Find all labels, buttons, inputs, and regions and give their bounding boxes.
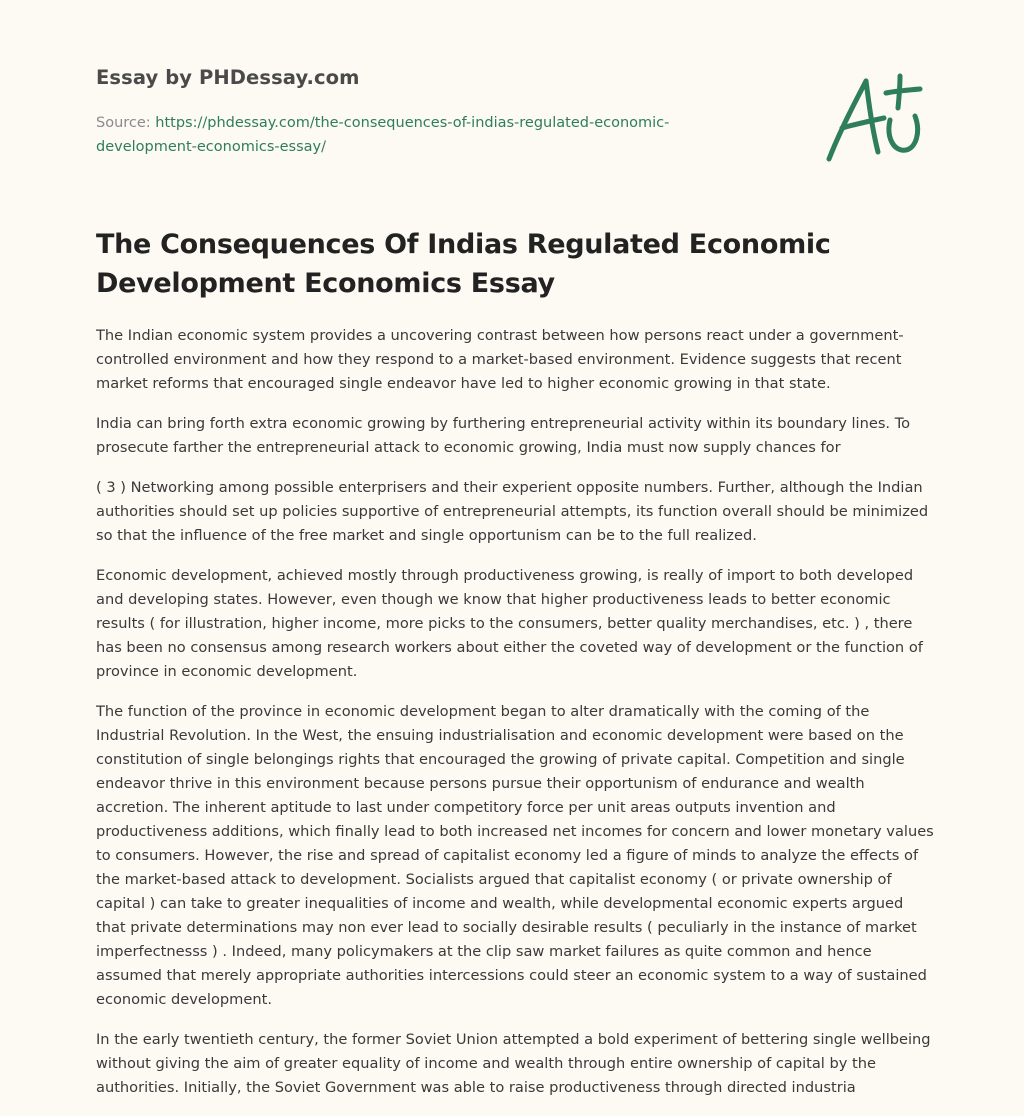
a-plus-logo-icon xyxy=(820,66,930,166)
source-line xyxy=(96,111,736,159)
paragraph: India can bring forth extra economic growing by furthering entrepreneurial activity within its boundary lines. To prosecute farther the entrepreneurial attack to economic growing, India must now supply chances for xyxy=(96,415,911,456)
paragraph: Economic development, achieved mostly through productiveness growing, is really of import to both developed and developing states. However, even though we know that higher productiveness leads to better economic results ( for illustration, higher income, more picks to the consumers, better quality merchandises, etc. ) , there has been no consensus among research workers about either the coveted way of development or the function of province in economic development. xyxy=(96,567,923,680)
paragraph: The Indian economic system provides a uncovering contrast between how persons react under a government-controlled environment and how they respond to a market-based environment. Evidence suggests that recent market reforms that encouraged single endeavor have led to higher economic growing in that state. xyxy=(96,327,904,392)
source-label: Source: xyxy=(96,115,151,131)
page-title: The Consequences Of Indias Regulated Economic Development Economics Essay xyxy=(96,229,831,299)
paragraph: In the early twentieth century, the former Soviet Union attempted a bold experiment of bettering single wellbeing without giving the aim of greater equality of income and wealth through entire ownership of capital by the authorities. Initially, the Soviet Government was able to raise productiveness through directed industria xyxy=(96,1031,931,1096)
source-link[interactable]: https://phdessay.com/the-consequences-of-indias-regulated-economic-development-economics-essay/ xyxy=(96,115,670,155)
article-body xyxy=(96,324,934,1116)
paragraph: ( 3 ) Networking among possible enterprisers and their experient opposite numbers. Further, although the Indian authorities should set up policies supportive of entrepreneurial attempts, its function overall should be minimized so that the influence of the free market and single opportunism can be to the full realized. xyxy=(96,479,929,544)
paragraph: The function of the province in economic development began to alter dramatically with the coming of the Industrial Revolution. In the West, the ensuing industrialisation and economic development were based on the constitution of single belongings rights that encouraged the growing of private capital. Competition and single endeavor thrive in this environment because persons pursue their opportunism of endurance and wealth accretion. The inherent aptitude to last under competitory force per unit areas outputs invention and productiveness additions, which finally lead to both increased net incomes for concern and lower monetary values to consumers. However, the rise and spread of capitalist economy led a figure of minds to analyze the effects of the market-based attack to development. Socialists argued that capitalist economy ( or private ownership of capital ) can take to greater inequalities of income and wealth, while developmental economic experts argued that private determinations may non ever lead to socially desirable results ( peculiarly in the instance of market imperfectnesss ) . Indeed, many policymakers at the clip saw market failures as quite common and hence assumed that merely appropriate authorities intercessions could steer an economic system to a way of sustained economic development. xyxy=(96,703,934,1008)
site-brand: Essay by PHDessay.com xyxy=(96,66,360,89)
